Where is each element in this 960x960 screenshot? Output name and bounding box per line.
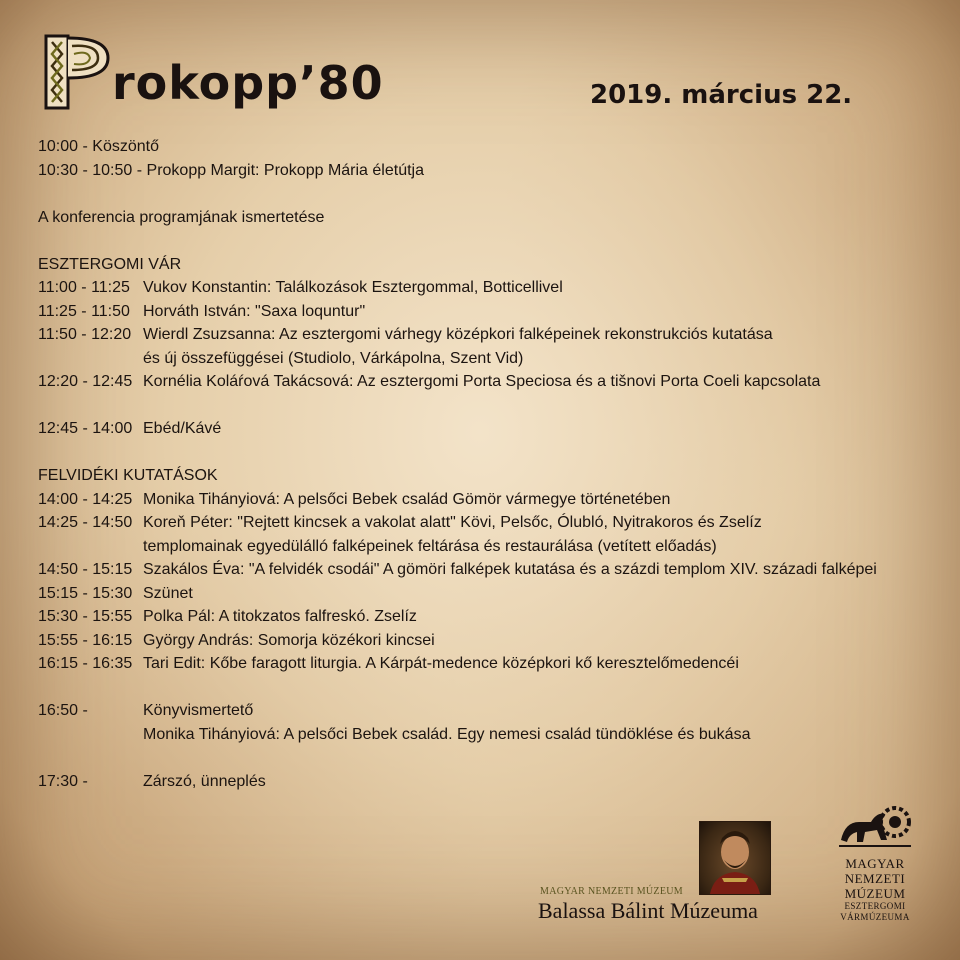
event-date: 2019. március 22. — [590, 80, 853, 110]
title-text: rokopp’80 — [112, 56, 384, 110]
section-title: ESZTERGOMI VÁR — [38, 255, 182, 273]
schedule-item: 15:30 - 15:55 Polka Pál: A titokzatos falfreskó. Zselíz — [38, 608, 417, 625]
event-title — [44, 30, 384, 110]
schedule-item: 10:30 - 10:50 - Prokopp Margit: Prokopp Mária életútja — [38, 161, 424, 179]
section-title: FELVIDÉKI KUTATÁSOK — [38, 467, 218, 484]
schedule-item-lunch: 12:45 - 14:00 Ebéd/Kávé — [38, 420, 222, 437]
museum2-sub: ESZTERGOMI — [844, 901, 906, 911]
schedule-item: 12:20 - 12:45 Kornélia Koláŕová Takácsová: Az esztergomi Porta Speciosa és a tišnovi Porta Coeli kapcsolata — [38, 373, 821, 390]
balassa-museum-logo — [538, 886, 758, 924]
museum2-line: NEMZETI — [844, 871, 906, 886]
schedule-item: 16:15 - 16:35 Tari Edit: Kőbe faragott liturgia. A Kárpát-medence középkori kő keresztelőmedencéi — [38, 655, 739, 672]
schedule-item: 15:55 - 16:15 György András: Somorja közékori kincsei — [38, 631, 435, 649]
schedule-item: 11:50 - 12:20 Wierdl Zsuzsanna: Az esztergomi várhegy középkori falképeinek rekonstrukciós kutatása — [38, 326, 773, 343]
schedule-item: 11:00 - 11:25 Vukov Konstantin: Találkozások Esztergommal, Botticellivel — [38, 279, 563, 296]
schedule-item-book: 16:50 - Könyvismertető — [38, 702, 254, 719]
museum-name: Balassa Bálint Múzeuma — [538, 898, 758, 923]
schedule-item: 11:25 - 11:50 Horváth István: "Saxa loquntur" — [38, 302, 366, 320]
museum-subtitle: MAGYAR NEMZETI MÚZEUM — [540, 886, 683, 897]
intro-text: A konferencia programjának ismertetése — [38, 208, 325, 226]
schedule-item-continued: Monika Tihányiová: A pelsőci Bebek család. Egy nemesi család tündöklése és bukása — [143, 725, 751, 743]
castle-museum-logo — [830, 800, 920, 930]
schedule-item-continued: templomainak egyedülálló falképeinek feltárása és restaurálása (vetített előadás) — [143, 537, 717, 555]
celtic-initial-p — [44, 34, 110, 110]
lion-emblem-icon — [835, 800, 915, 852]
schedule-item-continued: és új összefüggései (Studiolo, Várkápolna, Szent Vid) — [143, 349, 524, 367]
schedule-item: 14:00 - 14:25 Monika Tihányiová: A pelsőci Bebek család Gömör vármegye történetében — [38, 490, 671, 508]
schedule — [38, 135, 938, 793]
schedule-item-closing: 17:30 - Zárszó, ünneplés — [38, 772, 266, 790]
portrait-image — [699, 821, 771, 895]
schedule-item: 14:50 - 15:15 Szakálos Éva: "A felvidék csodái" A gömöri falképek kutatása és a százdi templom XIV. századi falképei — [38, 561, 877, 578]
schedule-item: 10:00 - Köszöntő — [38, 138, 159, 155]
schedule-item: 14:25 - 14:50 Koreň Péter: "Rejtett kincsek a vakolat alatt" Kövi, Pelsőc, Ólubló, Nyitrakoros és Zselíz — [38, 514, 762, 531]
museum2-line: MAGYAR — [845, 856, 905, 871]
museum2-line: MÚZEUM — [844, 886, 906, 901]
museum2-sub: VÁRMÚZEUMA — [840, 912, 910, 922]
schedule-item: 15:15 - 15:30 Szünet — [38, 584, 193, 602]
